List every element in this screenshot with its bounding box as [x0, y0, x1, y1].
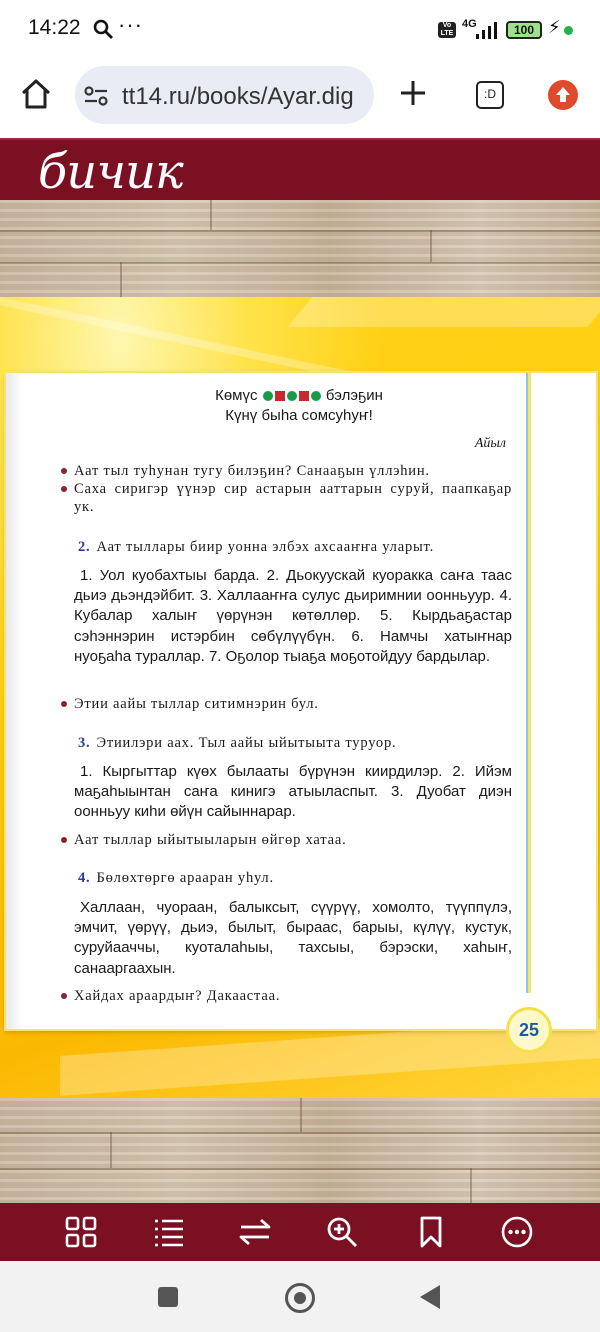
square-red	[299, 391, 309, 401]
site-settings-icon[interactable]	[83, 84, 109, 108]
battery-icon: 100	[506, 21, 542, 39]
update-icon[interactable]	[548, 80, 578, 110]
home-button[interactable]	[285, 1283, 315, 1313]
wood-background-bottom	[0, 1098, 600, 1203]
decor-ray	[287, 297, 600, 327]
browser-toolbar	[0, 60, 600, 138]
task-2	[78, 539, 518, 556]
task-number: 4.	[78, 870, 91, 886]
dot-green	[287, 391, 297, 401]
task-text: Этиилэри аах. Тыл аайы ыйытыыта туруор.	[96, 735, 397, 751]
task-text: Аат тыллары биир уонна элбэх ахсааҥҥа уларыт.	[96, 539, 435, 555]
bullet-2: Саха сиригэр үүнэр сир астарын ааттарын суруй, паапкаҕар ук.	[74, 481, 512, 515]
more-icon[interactable]	[500, 1215, 534, 1249]
header-line-1	[149, 387, 449, 405]
site-logo[interactable]: бичик	[38, 144, 183, 200]
author-name: Айыл	[474, 436, 506, 451]
paragraph-3: 1. Кыргыттар күөх былааты бүрүнэн киирдилэр. 2. Ийэм маҕаһыынтан саҥа кинигэ атыыласпыт. 3. Дуобат диэн оонньуу киһи өйүн сайыннарар.	[74, 763, 512, 821]
back-button[interactable]	[420, 1285, 440, 1309]
bookmark-icon[interactable]	[414, 1215, 448, 1249]
wood-background-top	[0, 200, 600, 297]
bullet-1: Аат тыл туһунан тугу билэҕин? Санааҕын үллэһин.	[74, 462, 512, 480]
status-bar	[0, 0, 600, 60]
task-3	[78, 735, 518, 752]
privacy-dot-icon	[564, 26, 573, 35]
plank-line	[0, 1132, 600, 1134]
tab-switcher-button[interactable]: :D	[476, 81, 504, 109]
book-viewer[interactable]	[0, 297, 600, 1098]
paragraph-2: 1. Уол куобахтыы барда. 2. Дьокуускай куоракка саҥа таас дьиэ дьэндэйбит. 3. Халлааҥҥа сулус дьиримнии оонньуур. 4. Кубалар халыҥ үөрүнэн көтөллөр. 5. Кырдьаҕастар сэһэннэрин истэрбин сөбүлүүбүн. 6. Намчы хатыҥнар нуоҕаһа тураллар. 7. Оҕолор тыаҕа моҕотойдуу бардылар.	[74, 567, 512, 665]
reader-toolbar	[0, 1203, 600, 1261]
page-gutter	[6, 373, 22, 1029]
bullet-5: Хайдах араардыҥ? Дакаастаа.	[74, 987, 512, 1005]
page-edge-tab	[528, 373, 531, 993]
textbook-page	[6, 373, 596, 1029]
header-word: Көмүс	[215, 387, 258, 404]
square-red	[275, 391, 285, 401]
network-type: 4G	[462, 18, 477, 30]
list-icon[interactable]	[152, 1215, 186, 1249]
plank-line	[0, 1168, 600, 1170]
new-tab-icon[interactable]	[398, 78, 428, 108]
url-text[interactable]: tt14.ru/books/Ayar.dig	[122, 83, 354, 110]
signal-icon	[474, 20, 500, 40]
site-header	[0, 138, 600, 200]
header-line-2: Күнү быһа сомсуһуҥ!	[225, 407, 373, 424]
volte-icon: Vo LTE	[438, 22, 456, 38]
dot-green	[311, 391, 321, 401]
bullet-3: Этии аайы тыллар ситимнэрин бул.	[74, 695, 512, 713]
swap-icon[interactable]	[238, 1215, 272, 1249]
header-dots	[262, 388, 322, 405]
more-status-icon: ···	[118, 12, 143, 37]
plank-seam	[120, 262, 122, 297]
zoom-in-icon[interactable]	[325, 1215, 359, 1249]
plank-seam	[470, 1168, 472, 1203]
plank-seam	[110, 1132, 112, 1168]
dot-green	[263, 391, 273, 401]
plank-seam	[300, 1098, 302, 1132]
page-number-badge: 25	[506, 1007, 552, 1053]
task-4	[78, 870, 518, 887]
task-text: Бөлөхтөргө арааран уһул.	[96, 870, 274, 886]
paragraph-4: Халлаан, чуораан, балыксыт, сүүрүү, хомолто, түүппүлэ, эмчит, үөрүү, дьиэ, былыт, быраас, барыы, күлүү, кустук, суруйааччы, куоталаһыы, тахсыы, бэрэски, хаһыҥ, санааргаахын.	[74, 899, 512, 977]
plank-line	[0, 262, 600, 264]
recents-button[interactable]	[158, 1287, 178, 1307]
system-navigation-bar	[0, 1261, 600, 1332]
task-number: 3.	[78, 735, 91, 751]
plank-seam	[430, 230, 432, 262]
plank-seam	[210, 200, 212, 230]
status-time: 14:22	[28, 16, 81, 39]
grid-icon[interactable]	[64, 1215, 98, 1249]
search-icon	[92, 18, 114, 40]
bullet-4: Аат тыллар ыйытыыларын өйгөр хатаа.	[74, 831, 512, 849]
header-word: бэлэҕин	[325, 387, 383, 404]
plank-line	[0, 230, 600, 232]
address-bar[interactable]	[75, 66, 374, 124]
charging-icon: ⚡	[548, 17, 561, 37]
task-number: 2.	[78, 539, 91, 555]
home-icon[interactable]	[18, 76, 54, 112]
